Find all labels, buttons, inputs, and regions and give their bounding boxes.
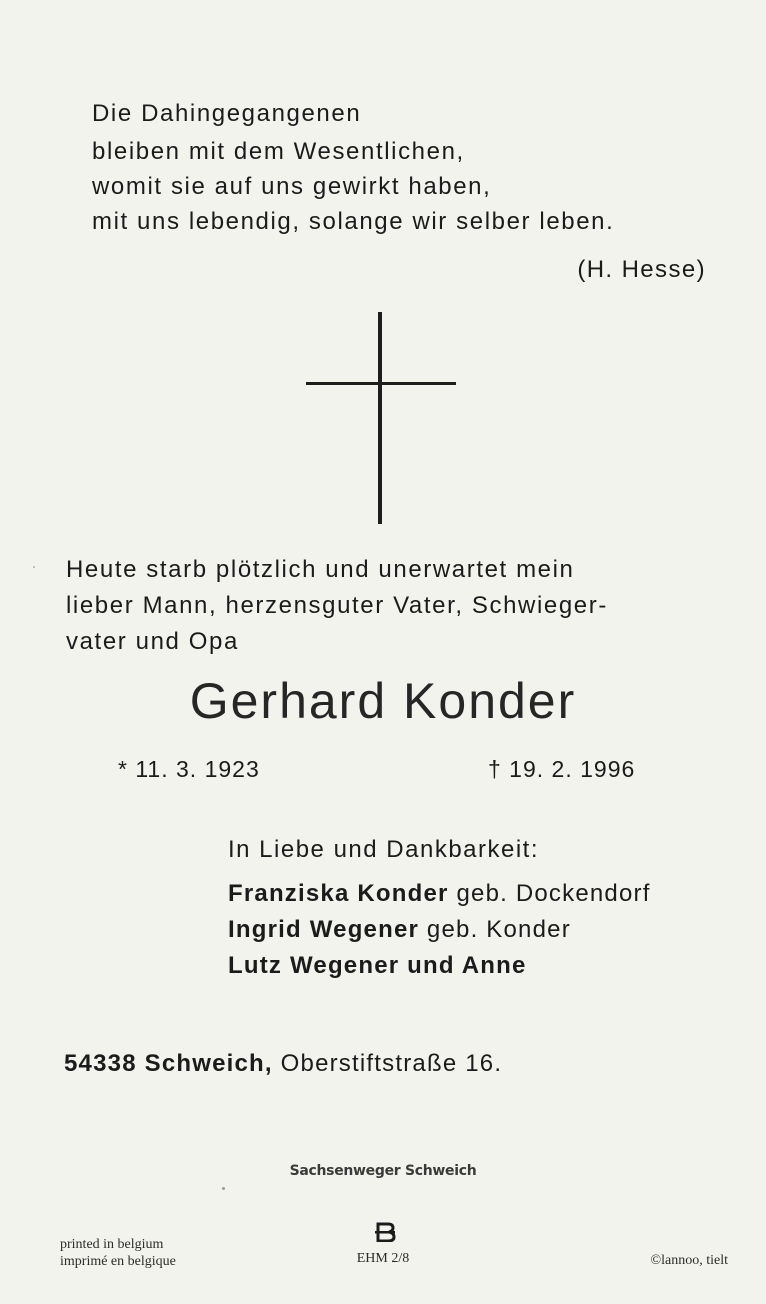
family-member-name: Lutz Wegener und Anne — [228, 952, 527, 979]
address — [64, 1050, 502, 1078]
birth-date: * 11. 3. 1923 — [118, 756, 260, 782]
announcement-line-3: vater und Opa — [66, 628, 239, 655]
family-member-note: geb. Konder — [426, 916, 571, 943]
deceased-name: Gerhard Konder — [189, 673, 577, 729]
address-postal-city: 54338 Schweich, — [64, 1050, 273, 1077]
quote-line-2: bleiben mit dem Wesentlichen, — [92, 138, 465, 165]
family-member-note: geb. Dockendorf — [456, 880, 651, 907]
family-member-name: Franziska Konder — [228, 880, 449, 907]
quote-line-3: womit sie auf uns gewirkt haben, — [92, 173, 492, 200]
quote-attribution: (H. Hesse) — [577, 256, 706, 283]
cross-icon — [306, 312, 456, 524]
family-intro: In Liebe und Dankbarkeit: — [228, 836, 540, 863]
footer-copyright: ©lannoo, tielt — [650, 1253, 728, 1268]
quote-line-1: Die Dahingegangenen — [92, 100, 362, 127]
family-member — [228, 880, 651, 908]
ink-speck — [222, 1187, 225, 1190]
announcement-line-2: lieber Mann, herzensguter Vater, Schwieger- — [66, 592, 608, 619]
family-member — [228, 952, 527, 980]
announcement-line-1: Heute starb plötzlich und unerwartet mein — [66, 556, 575, 583]
family-member — [228, 916, 571, 944]
death-date: † 19. 2. 1996 — [488, 756, 636, 782]
family-member-name: Ingrid Wegener — [228, 916, 420, 943]
quote-line-4: mit uns lebendig, solange wir selber leben. — [92, 208, 615, 235]
publisher-logo-icon — [374, 1222, 396, 1242]
printer-name: Sachsenweger Schweich — [289, 1163, 477, 1179]
footer-print-note-fr: imprimé en belgique — [60, 1254, 176, 1269]
footer-print-note-en: printed in belgium — [60, 1237, 164, 1252]
ink-speck — [33, 566, 35, 568]
footer-code: EHM 2/8 — [356, 1251, 410, 1266]
address-street: Oberstiftstraße 16. — [280, 1050, 503, 1077]
